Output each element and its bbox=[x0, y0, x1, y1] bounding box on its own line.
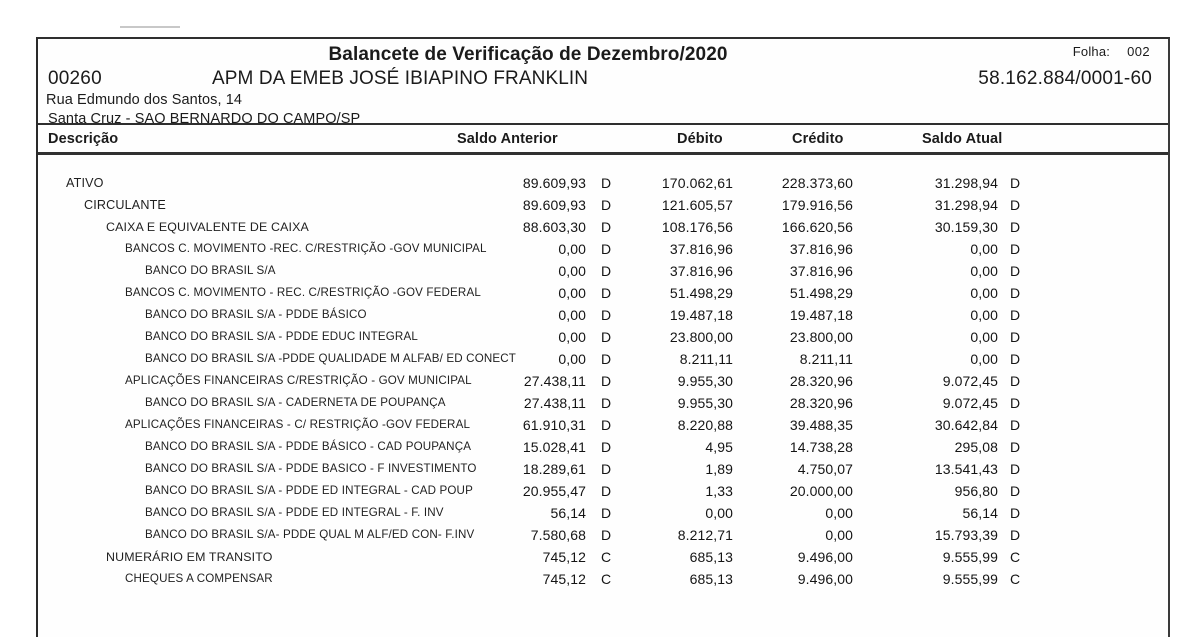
row-description: NUMERÁRIO EM TRANSITO bbox=[106, 550, 273, 564]
row-saldo-atual-mark: D bbox=[1010, 461, 1021, 477]
row-saldo-anterior: 20.955,47 bbox=[522, 483, 586, 499]
row-saldo-atual-mark: D bbox=[1010, 241, 1021, 257]
row-saldo-atual-mark: D bbox=[1010, 175, 1021, 191]
address-line-2: Santa Cruz - SAO BERNARDO DO CAMPO/SP bbox=[48, 111, 361, 127]
table-row bbox=[38, 304, 1168, 326]
row-saldo-anterior: 27.438,11 bbox=[523, 373, 586, 389]
row-saldo-atual-mark: D bbox=[1010, 527, 1021, 543]
row-saldo-atual: 31.298,94 bbox=[934, 175, 998, 191]
row-saldo-anterior-mark: D bbox=[601, 439, 612, 455]
row-saldo-atual: 15.793,39 bbox=[934, 527, 998, 543]
row-description: BANCO DO BRASIL S/A - PDDE EDUC INTEGRAL bbox=[145, 330, 418, 343]
row-saldo-atual: 9.072,45 bbox=[942, 373, 998, 389]
row-saldo-anterior-mark: D bbox=[601, 241, 612, 257]
row-debito: 8.211,11 bbox=[679, 351, 733, 367]
row-debito: 685,13 bbox=[689, 549, 733, 565]
row-saldo-atual-mark: D bbox=[1010, 373, 1021, 389]
row-credito: 166.620,56 bbox=[781, 219, 853, 235]
row-saldo-atual: 56,14 bbox=[962, 505, 998, 521]
row-saldo-atual: 0,00 bbox=[970, 263, 998, 279]
table-row bbox=[38, 194, 1168, 216]
row-saldo-anterior-mark: D bbox=[601, 263, 612, 279]
row-saldo-anterior-mark: D bbox=[601, 461, 612, 477]
row-saldo-anterior: 15.028,41 bbox=[522, 439, 586, 455]
table-row bbox=[38, 480, 1168, 502]
folha-label: Folha: bbox=[1072, 44, 1111, 59]
row-credito: 20.000,00 bbox=[789, 483, 853, 499]
table-row bbox=[38, 260, 1168, 282]
row-saldo-anterior: 18.289,61 bbox=[522, 461, 586, 477]
table-row bbox=[38, 172, 1168, 194]
row-saldo-anterior: 745,12 bbox=[542, 571, 586, 587]
row-saldo-anterior-mark: D bbox=[601, 505, 612, 521]
row-debito: 37.816,96 bbox=[669, 241, 733, 257]
address-line-1: Rua Edmundo dos Santos, 14 bbox=[46, 92, 243, 108]
table-row bbox=[38, 282, 1168, 304]
row-saldo-anterior-mark: D bbox=[601, 483, 612, 499]
row-saldo-anterior: 0,00 bbox=[558, 241, 586, 257]
row-saldo-anterior-mark: C bbox=[601, 549, 612, 565]
row-credito: 37.816,96 bbox=[789, 241, 853, 257]
row-saldo-anterior: 89.609,93 bbox=[522, 197, 586, 213]
row-saldo-anterior: 61.910,31 bbox=[522, 417, 586, 433]
table-column-headers bbox=[38, 125, 1168, 155]
row-saldo-anterior-mark: D bbox=[601, 285, 612, 301]
row-saldo-anterior: 7.580,68 bbox=[530, 527, 586, 543]
row-debito: 8.212,71 bbox=[677, 527, 733, 543]
row-debito: 1,33 bbox=[705, 483, 733, 499]
table-row bbox=[38, 414, 1168, 436]
row-debito: 0,00 bbox=[705, 505, 733, 521]
row-debito: 4,95 bbox=[705, 439, 733, 455]
entity-code: 00260 bbox=[48, 68, 102, 89]
row-saldo-atual-mark: D bbox=[1010, 483, 1021, 499]
row-saldo-anterior-mark: D bbox=[601, 175, 612, 191]
folha-value: 002 bbox=[1127, 44, 1150, 59]
row-saldo-atual: 9.555,99 bbox=[942, 549, 998, 565]
table-row bbox=[38, 546, 1168, 568]
row-saldo-atual: 30.642,84 bbox=[934, 417, 998, 433]
row-saldo-atual-mark: D bbox=[1010, 197, 1021, 213]
row-description: BANCOS C. MOVIMENTO - REC. C/RESTRIÇÃO -GOV FEDERAL bbox=[125, 286, 481, 299]
row-saldo-atual: 0,00 bbox=[970, 241, 998, 257]
row-saldo-anterior-mark: D bbox=[601, 219, 612, 235]
row-credito: 9.496,00 bbox=[797, 549, 853, 565]
row-saldo-anterior-mark: D bbox=[601, 197, 612, 213]
row-description: BANCOS C. MOVIMENTO -REC. C/RESTRIÇÃO -GOV MUNICIPAL bbox=[125, 242, 487, 255]
row-credito: 0,00 bbox=[825, 505, 853, 521]
row-debito: 9.955,30 bbox=[677, 373, 733, 389]
row-debito: 685,13 bbox=[689, 571, 733, 587]
row-saldo-atual-mark: D bbox=[1010, 439, 1021, 455]
row-saldo-atual: 295,08 bbox=[954, 439, 998, 455]
column-header-saldo-anterior: Saldo Anterior bbox=[457, 131, 558, 147]
row-credito: 19.487,18 bbox=[789, 307, 853, 323]
row-saldo-atual-mark: D bbox=[1010, 307, 1021, 323]
table-row bbox=[38, 392, 1168, 414]
row-saldo-atual: 0,00 bbox=[970, 329, 998, 345]
row-saldo-atual: 0,00 bbox=[970, 285, 998, 301]
row-description: BANCO DO BRASIL S/A - PDDE BÁSICO - CAD POUPANÇA bbox=[145, 440, 472, 453]
row-description: BANCO DO BRASIL S/A - PDDE ED INTEGRAL - F. INV bbox=[145, 506, 444, 519]
row-saldo-atual: 9.072,45 bbox=[942, 395, 998, 411]
row-credito: 0,00 bbox=[825, 527, 853, 543]
row-saldo-anterior-mark: C bbox=[601, 571, 612, 587]
row-saldo-atual-mark: D bbox=[1010, 505, 1021, 521]
row-saldo-atual: 13.541,43 bbox=[934, 461, 998, 477]
row-credito: 28.320,96 bbox=[789, 373, 853, 389]
column-header-descricao: Descrição bbox=[48, 131, 119, 147]
entity-name: APM DA EMEB JOSÉ IBIAPINO FRANKLIN bbox=[212, 68, 589, 89]
row-debito: 121.605,57 bbox=[661, 197, 733, 213]
row-saldo-atual: 9.555,99 bbox=[942, 571, 998, 587]
row-description: BANCO DO BRASIL S/A - CADERNETA DE POUPANÇA bbox=[145, 396, 446, 409]
document-page bbox=[36, 37, 1170, 637]
row-description: APLICAÇÕES FINANCEIRAS C/RESTRIÇÃO - GOV MUNICIPAL bbox=[125, 374, 472, 387]
row-saldo-atual-mark: D bbox=[1010, 395, 1021, 411]
row-debito: 1,89 bbox=[705, 461, 733, 477]
row-saldo-anterior: 27.438,11 bbox=[523, 395, 586, 411]
report-header bbox=[38, 39, 1168, 125]
row-credito: 8.211,11 bbox=[799, 351, 853, 367]
entity-cnpj: 58.162.884/0001-60 bbox=[978, 68, 1152, 89]
row-debito: 9.955,30 bbox=[677, 395, 733, 411]
row-saldo-atual-mark: D bbox=[1010, 329, 1021, 345]
row-saldo-anterior-mark: D bbox=[601, 395, 612, 411]
row-description: BANCO DO BRASIL S/A - PDDE BÁSICO bbox=[145, 308, 367, 321]
row-saldo-anterior-mark: D bbox=[601, 527, 612, 543]
folha-block bbox=[1073, 44, 1150, 59]
row-saldo-atual: 0,00 bbox=[970, 307, 998, 323]
row-saldo-anterior-mark: D bbox=[601, 351, 612, 367]
column-header-debito: Débito bbox=[677, 131, 723, 147]
row-saldo-anterior-mark: D bbox=[601, 417, 612, 433]
row-saldo-atual-mark: C bbox=[1010, 571, 1021, 587]
column-header-saldo-atual: Saldo Atual bbox=[922, 131, 1003, 147]
table-row bbox=[38, 216, 1168, 238]
row-description: ATIVO bbox=[66, 176, 104, 190]
row-description: BANCO DO BRASIL S/A - PDDE BASICO - F INVESTIMENTO bbox=[145, 462, 477, 475]
row-saldo-anterior-mark: D bbox=[601, 373, 612, 389]
row-credito: 14.738,28 bbox=[789, 439, 853, 455]
row-saldo-atual: 30.159,30 bbox=[934, 219, 998, 235]
row-saldo-anterior: 56,14 bbox=[550, 505, 586, 521]
row-debito: 170.062,61 bbox=[661, 175, 733, 191]
row-credito: 179.916,56 bbox=[781, 197, 853, 213]
row-saldo-atual-mark: D bbox=[1010, 285, 1021, 301]
table-row bbox=[38, 568, 1168, 590]
row-debito: 108.176,56 bbox=[661, 219, 733, 235]
row-description: CAIXA E EQUIVALENTE DE CAIXA bbox=[106, 220, 309, 234]
row-credito: 9.496,00 bbox=[797, 571, 853, 587]
row-credito: 51.498,29 bbox=[789, 285, 853, 301]
row-saldo-atual: 31.298,94 bbox=[934, 197, 998, 213]
row-credito: 228.373,60 bbox=[781, 175, 853, 191]
row-saldo-anterior: 0,00 bbox=[558, 263, 586, 279]
row-saldo-anterior-mark: D bbox=[601, 307, 612, 323]
row-saldo-atual: 0,00 bbox=[970, 351, 998, 367]
table-row bbox=[38, 524, 1168, 546]
row-saldo-atual-mark: D bbox=[1010, 417, 1021, 433]
row-credito: 37.816,96 bbox=[789, 263, 853, 279]
table-row bbox=[38, 502, 1168, 524]
row-debito: 23.800,00 bbox=[669, 329, 733, 345]
row-debito: 51.498,29 bbox=[669, 285, 733, 301]
row-description: CIRCULANTE bbox=[84, 198, 166, 212]
row-debito: 19.487,18 bbox=[669, 307, 733, 323]
row-description: BANCO DO BRASIL S/A bbox=[145, 264, 276, 277]
row-saldo-atual-mark: C bbox=[1010, 549, 1021, 565]
row-saldo-atual-mark: D bbox=[1010, 351, 1021, 367]
table-row bbox=[38, 436, 1168, 458]
row-saldo-anterior: 89.609,93 bbox=[522, 175, 586, 191]
table-row bbox=[38, 348, 1168, 370]
row-credito: 28.320,96 bbox=[789, 395, 853, 411]
row-debito: 8.220,88 bbox=[677, 417, 733, 433]
row-saldo-atual: 956,80 bbox=[954, 483, 998, 499]
row-credito: 4.750,07 bbox=[797, 461, 853, 477]
row-credito: 39.488,35 bbox=[789, 417, 853, 433]
row-description: BANCO DO BRASIL S/A - PDDE ED INTEGRAL - CAD POUP bbox=[145, 484, 473, 497]
row-saldo-anterior: 745,12 bbox=[542, 549, 586, 565]
table-row bbox=[38, 458, 1168, 480]
report-title: Balancete de Verificação de Dezembro/2020 bbox=[328, 44, 728, 65]
row-saldo-anterior-mark: D bbox=[601, 329, 612, 345]
row-saldo-anterior: 0,00 bbox=[558, 351, 586, 367]
row-description: BANCO DO BRASIL S/A -PDDE QUALIDADE M ALFAB/ ED CONECT bbox=[145, 352, 517, 365]
row-saldo-anterior: 88.603,30 bbox=[522, 219, 586, 235]
row-description: BANCO DO BRASIL S/A- PDDE QUAL M ALF/ED CON- F.INV bbox=[145, 528, 475, 541]
row-saldo-anterior: 0,00 bbox=[558, 329, 586, 345]
row-saldo-anterior: 0,00 bbox=[558, 285, 586, 301]
row-description: APLICAÇÕES FINANCEIRAS - C/ RESTRIÇÃO -GOV FEDERAL bbox=[125, 418, 471, 431]
row-saldo-atual-mark: D bbox=[1010, 219, 1021, 235]
table-row bbox=[38, 370, 1168, 392]
table-row bbox=[38, 238, 1168, 260]
row-saldo-anterior: 0,00 bbox=[558, 307, 586, 323]
scan-artifact-top bbox=[120, 26, 180, 28]
column-header-credito: Crédito bbox=[792, 131, 844, 147]
table-body bbox=[38, 155, 1168, 590]
table-row bbox=[38, 326, 1168, 348]
row-description: CHEQUES A COMPENSAR bbox=[125, 572, 273, 585]
row-credito: 23.800,00 bbox=[789, 329, 853, 345]
row-debito: 37.816,96 bbox=[669, 263, 733, 279]
row-saldo-atual-mark: D bbox=[1010, 263, 1021, 279]
